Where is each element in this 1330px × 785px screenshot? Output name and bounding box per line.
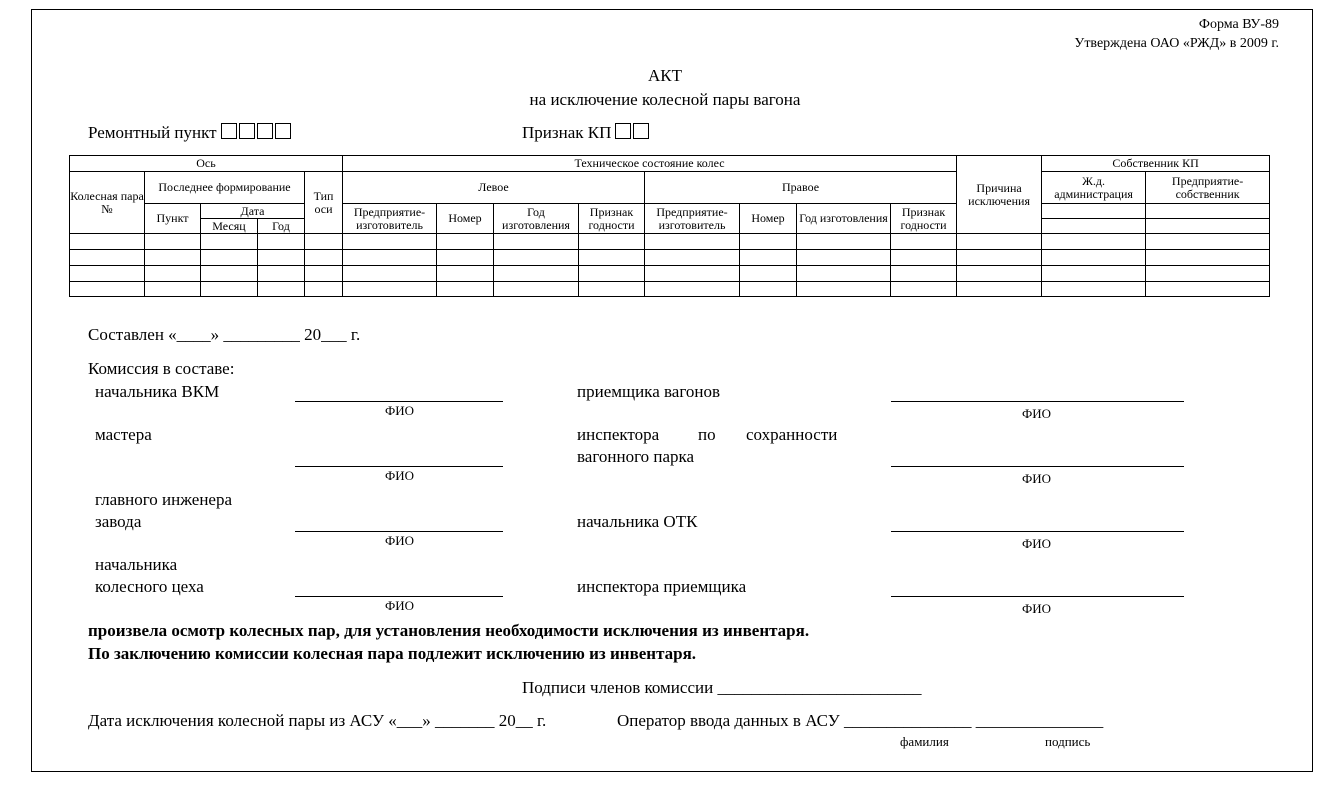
member-chief-engineer: главного инженера: [95, 490, 233, 509]
header-point: Пункт: [145, 204, 201, 234]
owner-cell[interactable]: [1042, 219, 1146, 234]
table-row: [70, 282, 1270, 297]
member-workshop-chief-line[interactable]: [295, 596, 503, 597]
member-chief-engineer-plant: завода: [95, 512, 142, 531]
member-workshop-chief-dept: колесного цеха: [95, 577, 204, 596]
surname-caption: фамилия: [900, 734, 949, 749]
fio-label: ФИО: [385, 468, 415, 483]
member-wagon-receiver: приемщика вагонов: [577, 382, 721, 401]
fio-label: ФИО: [1022, 601, 1052, 616]
member-wagon-receiver-line[interactable]: [891, 401, 1184, 402]
member-workshop-chief: начальника: [95, 555, 178, 574]
header-railway-admin: Ж.д. администрация: [1042, 172, 1146, 204]
fio-label: ФИО: [1022, 406, 1052, 421]
member-chief-engineer-line[interactable]: [295, 531, 503, 532]
member-master: мастера: [95, 425, 152, 444]
fio-label: ФИО: [1022, 536, 1052, 551]
doc-subtitle: на исключение колесной пары вагона: [529, 90, 801, 109]
repair-point-field: [88, 123, 293, 143]
member-acceptance-inspector-line[interactable]: [891, 596, 1184, 597]
member-master-line[interactable]: [295, 466, 503, 467]
member-inspector-word: инспектора: [577, 425, 660, 444]
signature-caption: подпись: [1045, 734, 1091, 749]
kp-sign-boxes[interactable]: [615, 123, 651, 143]
table-row: [70, 266, 1270, 282]
member-vkm-chief: начальника ВКМ: [95, 382, 220, 401]
header-tech-state: Техническое состояние колес: [343, 156, 957, 172]
commission-signatures[interactable]: Подписи членов комиссии ________________________: [522, 678, 922, 697]
header-last-formation: Последнее формирование: [145, 172, 305, 204]
member-inspector-safety: сохранности: [746, 425, 838, 444]
owner-cell[interactable]: [1146, 204, 1270, 219]
fio-label: ФИО: [1022, 471, 1052, 486]
header-axle-type: Тип оси: [305, 172, 343, 234]
statement-conclusion: По заключению комиссии колесная пара подлежит исключению из инвентаря.: [88, 644, 697, 663]
member-vkm-chief-line[interactable]: [295, 401, 503, 402]
asu-exclusion-date[interactable]: Дата исключения колесной пары из АСУ «___» _______ 20__ г.: [88, 711, 547, 730]
header-wheelset-no: Колесная пара №: [70, 172, 145, 234]
doc-title: АКТ: [648, 66, 682, 85]
member-otk-chief-line[interactable]: [891, 531, 1184, 532]
compiled-date[interactable]: Составлен «____» _________ 20___ г.: [88, 325, 361, 344]
statement-inspection: произвела осмотр колесных пар, для установления необходимости исключения из инвентаря.: [88, 621, 810, 640]
fio-label: ФИО: [385, 533, 415, 548]
owner-cell[interactable]: [1146, 219, 1270, 234]
header-left-wheel: Левое: [343, 172, 645, 204]
repair-point-boxes[interactable]: [221, 123, 293, 143]
approval-note: Утверждена ОАО «РЖД» в 2009 г.: [1074, 36, 1279, 51]
header-right-fitness: Признак годности: [891, 204, 957, 234]
header-left-number: Номер: [437, 204, 494, 234]
header-owner-enterprise: Предприятие-собственник: [1146, 172, 1270, 204]
kp-sign-field: [522, 123, 651, 143]
member-acceptance-inspector: инспектора приемщика: [577, 577, 747, 596]
commission-heading: Комиссия в составе:: [88, 359, 235, 378]
header-right-manufacturer: Предприятие-изготовитель: [645, 204, 740, 234]
form-name: Форма ВУ-89: [1198, 17, 1279, 32]
kp-sign-label: Признак КП: [522, 123, 612, 142]
header-right-year: Год изготовления: [797, 204, 891, 234]
header-month: Месяц: [201, 219, 258, 234]
asu-operator[interactable]: Оператор ввода данных в АСУ _______________ _______________: [617, 711, 1104, 730]
member-otk-chief: начальника ОТК: [577, 512, 698, 531]
header-left-fitness: Признак годности: [579, 204, 645, 234]
header-date: Дата: [201, 204, 305, 219]
member-inspector-fleet: вагонного парка: [577, 447, 695, 466]
fio-label: ФИО: [385, 403, 415, 418]
table-row: [70, 250, 1270, 266]
fio-label: ФИО: [385, 598, 415, 613]
header-left-manufacturer: Предприятие-изготовитель: [343, 204, 437, 234]
header-right-number: Номер: [740, 204, 797, 234]
member-inspector-po: по: [698, 425, 716, 444]
header-right-wheel: Правое: [645, 172, 957, 204]
header-left-year: Год изготовления: [494, 204, 579, 234]
member-inspector-line[interactable]: [891, 466, 1184, 467]
header-year: Год: [258, 219, 305, 234]
header-owner: Собственник КП: [1042, 156, 1270, 172]
table-row: [70, 234, 1270, 250]
wheelset-table: [69, 155, 1270, 297]
header-reason: Причина исключения: [957, 156, 1042, 234]
repair-point-label: Ремонтный пункт: [88, 123, 217, 142]
owner-cell[interactable]: [1042, 204, 1146, 219]
header-axle: Ось: [70, 156, 343, 172]
